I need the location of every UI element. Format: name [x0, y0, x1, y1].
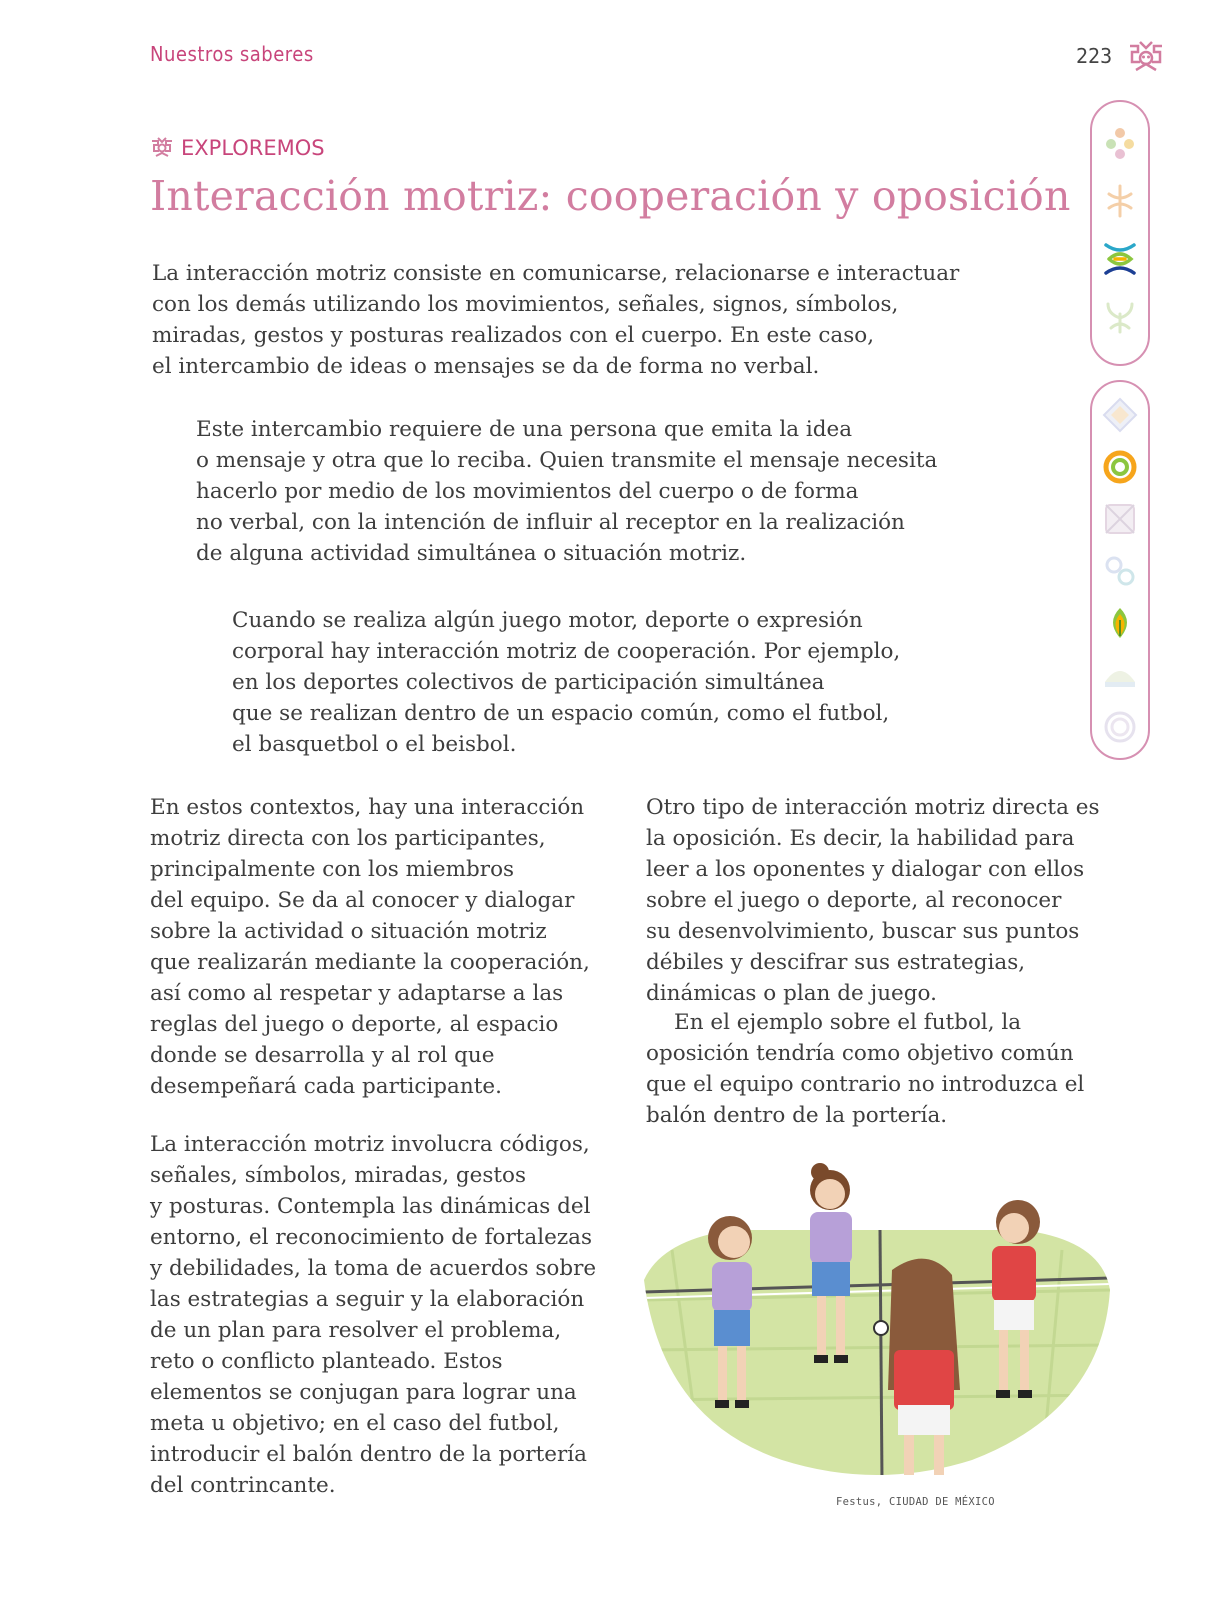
exploremos-glyph-icon [150, 136, 174, 160]
ejes-icon-3[interactable] [1101, 500, 1139, 538]
codex-glyph-icon [1126, 38, 1166, 78]
text-line: entorno, el reconocimiento de fortalezas [150, 1225, 593, 1250]
right-column-paragraph-1 [646, 792, 1131, 1009]
text-line: desempeñará cada participante. [150, 1074, 502, 1099]
text-line: miradas, gestos y posturas realizados con el cuerpo. En este caso, [152, 323, 875, 348]
text-line: En el ejemplo sobre el futbol, la [674, 1010, 1022, 1035]
text-line: reglas del juego o deporte, al espacio [150, 1012, 559, 1037]
campos-icon-1[interactable] [1101, 124, 1139, 162]
text-line: La interacción motriz involucra códigos, [150, 1132, 590, 1157]
ejes-icon-1[interactable] [1101, 396, 1139, 434]
text-line: Otro tipo de interacción motriz directa es [646, 795, 1100, 820]
intro-paragraph-1 [152, 258, 1052, 382]
text-line: del contrincante. [150, 1473, 336, 1498]
illustration-caption: Festus, CIUDAD DE MÉXICO [836, 1496, 995, 1508]
text-line: que el equipo contrario no introduzca el [646, 1072, 1085, 1097]
text-line: donde se desarrolla y al rol que [150, 1043, 495, 1068]
text-line: su desenvolvimiento, buscar sus puntos [646, 919, 1080, 944]
text-line: Este intercambio requiere de una persona que emita la idea [196, 417, 853, 442]
section-label [150, 136, 325, 160]
text-line: balón dentro de la portería. [646, 1103, 948, 1128]
text-line: que se realizan dentro de un espacio común, como el futbol, [232, 701, 890, 726]
text-line: en los deportes colectivos de participación simultánea [232, 670, 825, 695]
text-line: de alguna actividad simultánea o situación motriz. [196, 541, 747, 566]
text-line: sobre la actividad o situación motriz [150, 919, 547, 944]
text-line: la oposición. Es decir, la habilidad para [646, 826, 1075, 851]
text-line: y posturas. Contempla las dinámicas del [150, 1194, 591, 1219]
text-line: motriz directa con los participantes, [150, 826, 546, 851]
text-line: En estos contextos, hay una interacción [150, 795, 585, 820]
text-line: meta u objetivo; en el caso del futbol, [150, 1411, 560, 1436]
text-line: elementos se conjugan para lograr una [150, 1380, 577, 1405]
text-line: así como al respetar y adaptarse a las [150, 981, 564, 1006]
text-line: principalmente con los miembros [150, 857, 515, 882]
text-line: que realizarán mediante la cooperación, [150, 950, 590, 975]
section-label-text: EXPLOREMOS [181, 136, 325, 160]
ejes-articuladores-sidebar [1090, 380, 1150, 760]
intro-paragraph-3 [232, 605, 1062, 760]
text-line: introducir el balón dentro de la portería [150, 1442, 587, 1467]
right-column-paragraph-2 [646, 1007, 1131, 1131]
running-head: Nuestros saberes [150, 42, 314, 66]
text-line: o mensaje y otra que lo reciba. Quien transmite el mensaje necesita [196, 448, 938, 473]
text-line: oposición tendría como objetivo común [646, 1041, 1074, 1066]
children-on-field-illustration [642, 1150, 1112, 1480]
page-number: 223 [1076, 44, 1113, 68]
text-line: leer a los oponentes y dialogar con ellos [646, 857, 1085, 882]
ejes-icon-7[interactable] [1101, 708, 1139, 746]
campos-formativos-sidebar [1090, 100, 1150, 366]
ejes-icon-4[interactable] [1101, 552, 1139, 590]
text-line: con los demás utilizando los movimientos, señales, signos, símbolos, [152, 292, 899, 317]
page-title: Interacción motriz: cooperación y oposición [150, 172, 1071, 220]
text-line: dinámicas o plan de juego. [646, 981, 937, 1006]
text-line: hacerlo por medio de los movimientos del cuerpo o de forma [196, 479, 859, 504]
text-line: La interacción motriz consiste en comunicarse, relacionarse e interactuar [152, 261, 960, 286]
text-line: reto o conflicto planteado. Estos [150, 1349, 503, 1374]
text-line: débiles y descifrar sus estrategias, [646, 950, 1026, 975]
campos-icon-2[interactable] [1101, 182, 1139, 220]
text-line: de un plan para resolver el problema, [150, 1318, 562, 1343]
campos-icon-4[interactable] [1101, 298, 1139, 336]
ejes-icon-2-active[interactable] [1101, 448, 1139, 486]
text-line: el intercambio de ideas o mensajes se da de forma no verbal. [152, 354, 820, 379]
ejes-icon-5-active[interactable] [1101, 604, 1139, 642]
text-line: Cuando se realiza algún juego motor, deporte o expresión [232, 608, 863, 633]
intro-paragraph-2 [196, 414, 1066, 569]
campos-icon-3-active[interactable] [1101, 240, 1139, 278]
text-line: sobre el juego o deporte, al reconocer [646, 888, 1062, 913]
text-line: no verbal, con la intención de influir al receptor en la realización [196, 510, 905, 535]
text-line: y debilidades, la toma de acuerdos sobre [150, 1256, 597, 1281]
text-line: del equipo. Se da al conocer y dialogar [150, 888, 575, 913]
text-line: corporal hay interacción motriz de cooperación. Por ejemplo, [232, 639, 901, 664]
text-line: señales, símbolos, miradas, gestos [150, 1163, 527, 1188]
text-line: el basquetbol o el beisbol. [232, 732, 517, 757]
ejes-icon-6[interactable] [1101, 656, 1139, 694]
left-column-paragraph-1 [150, 792, 625, 1102]
text-line: las estrategias a seguir y la elaboración [150, 1287, 585, 1312]
left-column-paragraph-2 [150, 1129, 625, 1501]
